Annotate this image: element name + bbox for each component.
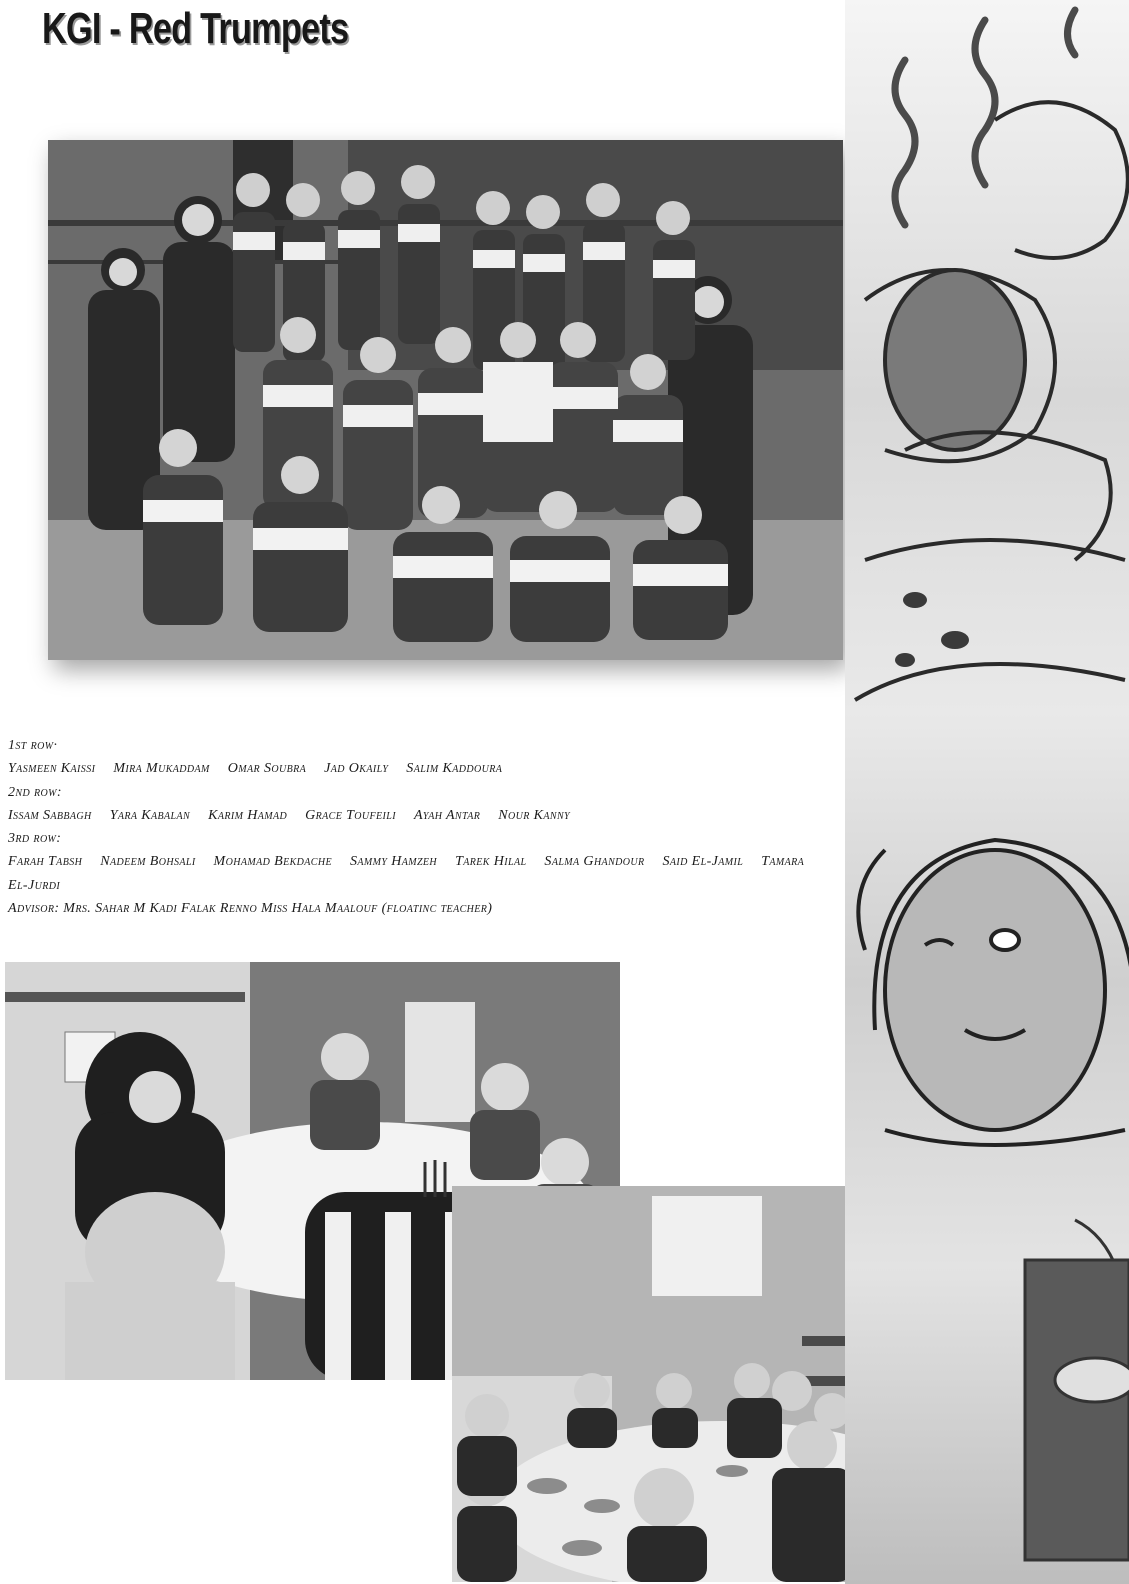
student-name: Tamara El-Jurdi: [8, 854, 805, 893]
row1-names: [8, 757, 828, 780]
student-name: Nour Kanny: [498, 807, 570, 823]
student-name: Tarek Hilal: [455, 854, 527, 870]
student-name: Sammy Hamzeh: [349, 854, 438, 870]
row2-names: [8, 804, 828, 827]
row2-label: 2nd row:: [8, 784, 62, 800]
student-name: Farah Tabsh: [8, 854, 83, 870]
student-name: Salma Ghandour: [544, 854, 645, 870]
student-name: Mira Mukaddam: [113, 761, 210, 777]
student-name: Karim Hamad: [208, 807, 288, 823]
student-name: Ayah Antar: [413, 807, 481, 823]
row3-names: [8, 850, 828, 897]
student-name: Grace Toufeili: [305, 807, 396, 823]
student-name: Salim Kaddoura: [406, 761, 503, 777]
student-name: Yara Kabalan: [109, 807, 191, 823]
class-group-photo: [48, 140, 843, 660]
student-name: Omar Soubra: [227, 761, 307, 777]
row3-label: 3rd row:: [8, 831, 62, 847]
student-name: Nadeem Bohsali: [100, 854, 196, 870]
student-name: Mohamad Bekdache: [213, 854, 332, 870]
student-name: Issam Sabbagh: [8, 807, 92, 823]
row1-label: 1st row·: [8, 738, 58, 753]
page-title: KGI - Red Trumpets: [42, 4, 349, 53]
side-cartoon-illustration: [845, 0, 1129, 1584]
student-name: Said El-Jamil: [662, 854, 744, 870]
advisor-line: Advisor: Mrs. Sahar M Kadi Falak Renno Miss Hala Maalouf (floatinc teacher): [8, 901, 493, 917]
student-name: Yasmeen Kaissi: [8, 761, 96, 777]
student-name: Jad Okaily: [324, 761, 389, 777]
class-roster-caption: [8, 734, 828, 920]
